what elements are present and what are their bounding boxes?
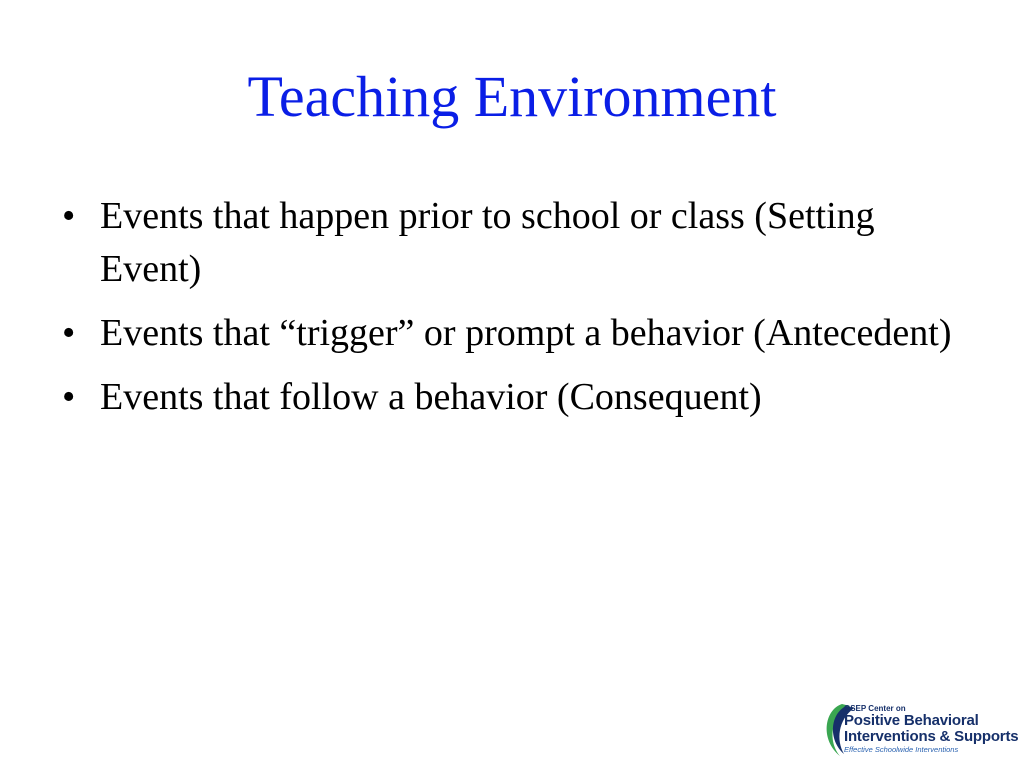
bullet-dot-icon: • [62, 195, 76, 237]
bullet-item [58, 371, 958, 424]
bullet-item [58, 190, 958, 296]
bullet-dot-icon: • [62, 376, 76, 418]
bullet-text: Events that “trigger” or prompt a behavior (Antecedent) [100, 312, 952, 354]
logo-text [844, 704, 1018, 754]
logo-line-interventions: Interventions & Supports [844, 728, 1019, 745]
slide-title: Teaching Environment [247, 64, 777, 129]
logo-line-osep: OSEP Center on [844, 704, 906, 713]
pbis-logo [820, 700, 1020, 760]
bullet-list [58, 190, 958, 435]
logo-tagline: Effective Schoolwide Interventions [844, 745, 959, 754]
bullet-dot-icon: • [62, 312, 76, 354]
bullet-text: Events that follow a behavior (Consequent) [100, 376, 762, 418]
logo-line-pbs: Positive Behavioral [844, 712, 979, 729]
bullet-text: Events that happen prior to school or class (Setting Event) [100, 195, 875, 290]
bullet-item [58, 307, 958, 360]
